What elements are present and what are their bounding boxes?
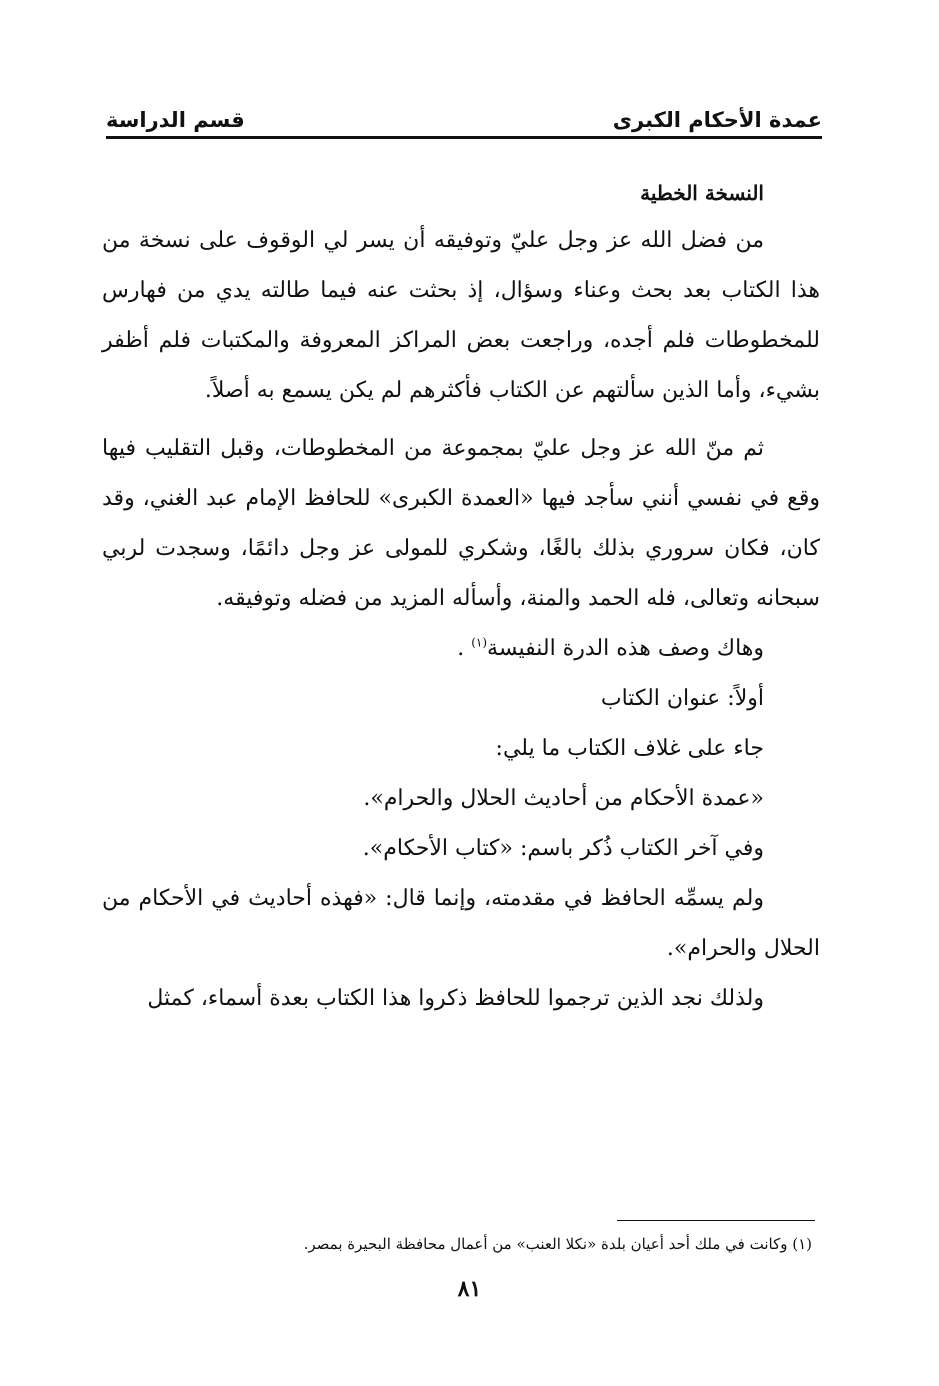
cover-intro: جاء على غلاف الكتاب ما يلي:	[495, 736, 764, 761]
running-header	[106, 100, 822, 139]
author-note: ولم يسمِّه الحافظ في مقدمته، وإنما قال: «فهذه أحاديث في الأحكام من الحلال والحرام».	[102, 886, 820, 961]
footnote-divider	[617, 1220, 815, 1221]
footnote-ref: (١)	[471, 635, 488, 650]
paragraph-1: من فضل الله عز وجل عليّ وتوفيقه أن يسر لي الوقوف على نسخة من هذا الكتاب بعد بحث وعناء وسؤال، إذ بحثت عنه فيما طالته يدي من فهارس للمخطوطات فلم أجده، وراجعت بعض المراكز المعروفة والمكتبات فلم أظفر بشيء، وأما الذين سألتهم عن الكتاب فأكثرهم لم يكن يسمع به أصلاً.	[102, 228, 820, 403]
description-intro: وهاك وصف هذه الدرة النفيسة	[487, 636, 764, 661]
header-book-title: عمدة الأحكام الكبرى	[612, 108, 822, 132]
cover-title: «عمدة الأحكام من أحاديث الحلال والحرام».	[363, 786, 764, 811]
description-end: .	[457, 636, 465, 661]
paragraph-2: ثم منّ الله عز وجل عليّ بمجموعة من المخطوطات، وقبل التقليب فيها وقع في نفسي أنني سأجد فيها «العمدة الكبرى» للحافظ الإمام عبد الغني، وقد كان، فكان سروري بذلك بالغًا، وشكري للمولى عز وجل دائمًا، وسجدت لربي سبحانه وتعالى، فله الحمد والمنة، وأسأله المزيد من فضله وتوفيقه.	[102, 436, 820, 611]
header-section: قسم الدراسة	[106, 108, 245, 132]
page-number: ٨١	[457, 1276, 482, 1302]
main-text	[102, 170, 820, 1024]
end-note: وفي آخر الكتاب ذُكر باسم: «كتاب الأحكام».	[362, 836, 764, 861]
description-intro-line	[102, 624, 820, 674]
last-line: ولذلك نجد الذين ترجموا للحافظ ذكروا هذا الكتاب بعدة أسماء، كمثل	[147, 986, 764, 1011]
section-title: النسخة الخطية	[640, 181, 764, 205]
footnote: (١) وكانت في ملك أحد أعيان بلدة «نكلا العنب» من أعمال محافظة البحيرة بمصر.	[303, 1235, 812, 1253]
first-heading: أولاً: عنوان الكتاب	[600, 686, 764, 711]
